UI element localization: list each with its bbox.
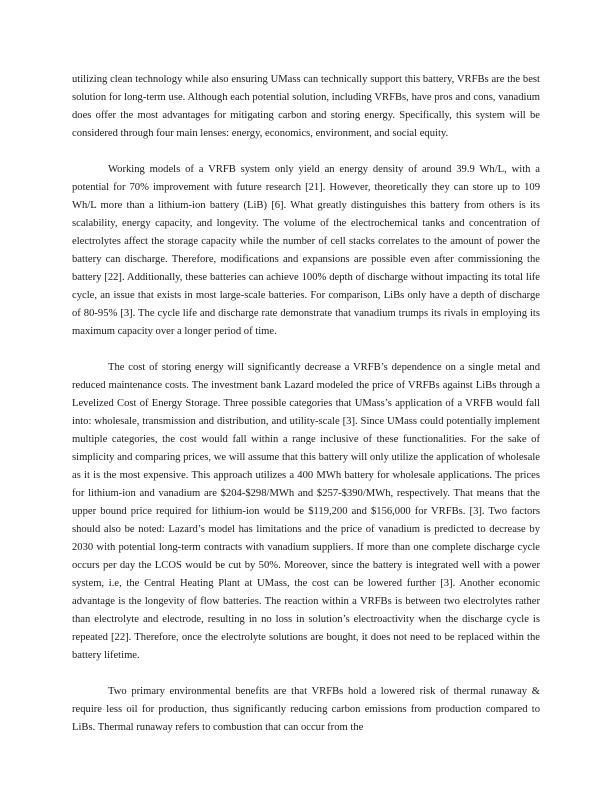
paragraph-economics: The cost of storing energy will significantly decrease a VRFB’s dependence on a single metal and reduced maintenance costs. The investment bank Lazard modeled the price of VRFBs against LiBs through a Levelized Cost of Energy Storage. Three possible categories that UMass’s application of a VRFB would fall into: wholesale, transmission and distribution, and utility-scale [3]. Since UMass could potentially implement multiple categories, the cost would fall within a range inclusive of these functionalities. For the sake of simplicity and comparing prices, we will assume that this battery will only utilize the application of wholesale as it is the most expensive. This approach utilizes a 400 MWh battery for wholesale applications. The prices for lithium-ion and vanadium are $204-$298/MWh and $257-$390/MWh, respectively. That means that the upper bound price required for lithium-ion would be $119,200 and $156,000 for VRFBs. [3]. Two factors should also be noted: Lazard’s model has limitations and the price of vanadium is predicted to decrease by 2030 with potential long-term contracts with vanadium suppliers. If more than one complete discharge cycle occurs per day the LCOS would be cut by 50%. Moreover, since the battery is integrated well with a power system, i.e, the Central Heating Plant at UMass, the cost can be lowered further [3]. Another economic advantage is the longevity of flow batteries. The reaction within a VRFBs is between two electrolytes rather than electrolyte and electrode, resulting in no loss in solution’s electroactivity when the discharge cycle is repeated [22]. Therefore, once the electrolyte solutions are bought, it does not need to be replaced within the battery lifetime. [72,362,540,661]
paragraph-continuation: utilizing clean technology while also ensuring UMass can technically support this battery, VRFBs are the best solution for long-term use. Although each potential solution, including VRFBs, have pros and cons, vanadium does offer the most advantages for mitigating carbon and storing energy. Specifically, this system will be considered through four main lenses: energy, economics, environment, and social equity. [72,74,540,139]
paragraph-energy: Working models of a VRFB system only yield an energy density of around 39.9 Wh/L, with a potential for 70% improvement with future research [21]. However, theoretically they can store up to 109 Wh/L more than a lithium-ion battery (LiB) [6]. What greatly distinguishes this battery from others is its scalability, energy capacity, and longevity. The volume of the electrochemical tanks and concentration of electrolytes affect the storage capacity while the number of cell stacks correlates to the amount of power the battery can discharge. Therefore, modifications and expansions are possible even after commissioning the battery [22]. Additionally, these batteries can achieve 100% depth of discharge without impacting its total life cycle, an issue that exists in most large-scale batteries. For comparison, LiBs only have a depth of discharge of 80-95% [3]. The cycle life and discharge rate demonstrate that vanadium trumps its rivals in employing its maximum capacity over a longer period of time. [72,164,540,337]
paragraph-environment: Two primary environmental benefits are that VRFBs hold a lowered risk of thermal runaway & require less oil for production, thus significantly reducing carbon emissions from production compared to LiBs. Thermal runaway refers to combustion that can occur from the [72,686,540,733]
document-page [72,71,540,737]
